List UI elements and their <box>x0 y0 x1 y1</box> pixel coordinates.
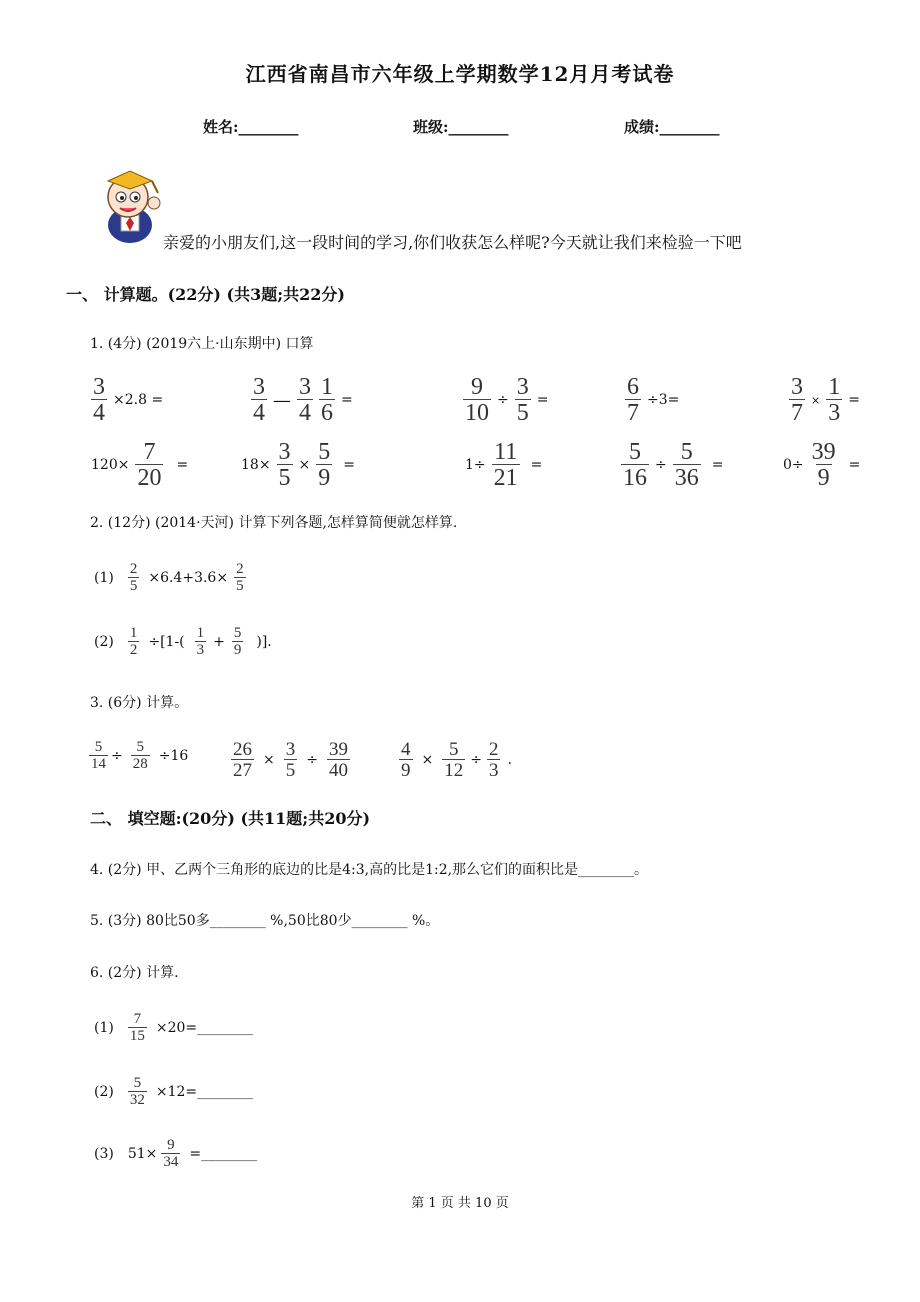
denominator: 40 <box>328 760 348 781</box>
question-1-heading: 1. (4分) (2019六上·山东期中) 口算 <box>90 336 314 352</box>
denominator: 5 <box>516 400 529 426</box>
numerator: 3 <box>791 374 803 400</box>
numerator: 6 <box>627 374 639 400</box>
expression-end: )]. <box>256 634 272 650</box>
question-3-heading: 3. (6分) 计算。 <box>90 695 189 711</box>
times-sign: × <box>421 752 434 768</box>
numerator: 7 <box>143 439 156 465</box>
expression-tail: . <box>507 752 512 768</box>
denominator: 9 <box>817 465 830 491</box>
q1-item-2 <box>248 375 356 425</box>
question-6-heading: 6. (2分) 计算. <box>90 965 179 981</box>
expression-middle: ÷[1-( <box>148 634 185 650</box>
equals-sign: = <box>343 457 356 473</box>
q1-item-3 <box>460 375 551 425</box>
mascot-icon <box>94 167 168 247</box>
divide-sign: ÷ <box>111 748 123 764</box>
denominator: 5 <box>129 578 138 594</box>
numerator: 5 <box>136 739 144 755</box>
denominator: 36 <box>674 465 699 491</box>
question-2-heading: 2. (12分) (2014·天河) 计算下列各题,怎样算简便就怎样算. <box>90 515 458 531</box>
q1-item-1 <box>88 375 166 425</box>
numerator: 11 <box>494 439 518 465</box>
equals-sign: = <box>530 457 543 473</box>
denominator: 12 <box>444 760 464 781</box>
score-field[interactable]: 成绩:________ <box>624 118 720 136</box>
minus-sign: — <box>273 389 291 411</box>
denominator: 32 <box>129 1092 145 1108</box>
numerator: 4 <box>401 739 411 760</box>
q6-part-2 <box>94 1076 253 1108</box>
q1-item-4 <box>622 375 682 425</box>
numerator: 1 <box>196 625 205 641</box>
equals-sign: = <box>536 392 549 408</box>
q1-item-10 <box>780 440 863 490</box>
denominator: 5 <box>278 465 291 491</box>
numerator: 39 <box>811 439 836 465</box>
denominator: 15 <box>129 1028 145 1044</box>
numerator: 5 <box>133 1075 142 1091</box>
q3-expression-2 <box>228 740 353 780</box>
part-label: (3) <box>94 1146 114 1162</box>
numerator: 3 <box>285 739 296 760</box>
times-sign: × <box>811 393 821 407</box>
part-label: (2) <box>94 1084 114 1100</box>
denominator: 7 <box>627 400 639 426</box>
denominator: 9 <box>401 760 411 781</box>
denominator: 6 <box>321 400 333 426</box>
q1-item-5 <box>786 375 863 425</box>
expression-tail: ÷16 <box>158 748 189 764</box>
numerator: 7 <box>133 1011 142 1027</box>
page-title: 江西省南昌市六年级上学期数学12月月考试卷 <box>245 62 675 86</box>
numerator: 5 <box>680 439 693 465</box>
divide-sign: ÷ <box>497 392 509 408</box>
denominator: 16 <box>623 465 647 491</box>
numerator: 5 <box>94 739 103 755</box>
greeting-text: 亲爱的小朋友们,这一段时间的学习,你们收获怎么样呢?今天就让我们来检验一下吧 <box>163 233 742 252</box>
expression-prefix: 120× <box>91 457 130 473</box>
numerator: 2 <box>129 561 138 577</box>
numerator: 5 <box>629 439 641 465</box>
expression-tail: ×20=________ <box>155 1020 254 1036</box>
expression-tail: ×2.8 = <box>113 392 164 408</box>
q2-part-2 <box>94 626 272 658</box>
expression-prefix: 0÷ <box>783 457 804 473</box>
denominator: 4 <box>93 400 105 426</box>
denominator: 3 <box>828 400 841 426</box>
denominator: 7 <box>791 400 803 426</box>
numerator: 3 <box>278 439 291 465</box>
times-sign: × <box>263 752 275 768</box>
question-4: 4. (2分) 甲、乙两个三角形的底边的比是4:3,高的比是1:2,那么它们的面积比是________。 <box>90 862 649 878</box>
divide-sign: ÷ <box>655 457 667 473</box>
part-label: (2) <box>94 634 114 650</box>
expression-middle: ×6.4+3.6× <box>148 570 229 586</box>
numerator: 39 <box>328 739 348 760</box>
q1-item-9 <box>618 440 726 490</box>
denominator: 9 <box>233 642 242 658</box>
section-1-heading: 一、 计算题。(22分) (共3题;共22分) <box>66 285 345 304</box>
expression-tail: ÷3= <box>647 392 680 408</box>
denominator: 21 <box>493 465 518 491</box>
denominator: 10 <box>465 400 489 426</box>
numerator: 2 <box>236 561 244 577</box>
expression-prefix: 1÷ <box>465 457 486 473</box>
numerator: 9 <box>471 374 483 400</box>
expression-prefix: 51× <box>127 1146 158 1162</box>
numerator: 2 <box>488 739 499 760</box>
denominator: 5 <box>285 760 296 781</box>
numerator: 26 <box>233 739 252 760</box>
numerator: 5 <box>448 739 459 760</box>
q3-expression-1 <box>86 740 188 772</box>
part-label: (1) <box>94 1020 114 1036</box>
equals-sign: = <box>341 392 353 408</box>
denominator: 14 <box>91 756 106 772</box>
q1-item-7 <box>238 440 358 490</box>
numerator: 3 <box>253 374 265 400</box>
denominator: 20 <box>137 465 162 491</box>
numerator: 1 <box>321 374 333 400</box>
numerator: 1 <box>828 374 841 400</box>
part-label: (1) <box>94 570 114 586</box>
q3-expression-3 <box>396 740 512 780</box>
equals-sign: = <box>176 457 189 473</box>
equals-sign: = <box>848 392 860 408</box>
denominator: 5 <box>236 578 244 594</box>
question-5: 5. (3分) 80比50多________ %,50比80少________ %。 <box>90 913 440 929</box>
numerator: 3 <box>516 374 529 400</box>
denominator: 4 <box>299 400 311 426</box>
numerator: 3 <box>93 374 105 400</box>
expression-tail: =________ <box>189 1146 258 1162</box>
q2-part-1 <box>94 562 249 594</box>
equals-sign: = <box>711 457 724 473</box>
section-2-heading: 二、 填空题:(20分) (共11题;共20分) <box>90 809 371 828</box>
denominator: 3 <box>196 642 205 658</box>
name-field[interactable]: 姓名:________ <box>203 118 299 136</box>
denominator: 28 <box>132 756 148 772</box>
denominator: 2 <box>129 642 138 658</box>
numerator: 9 <box>167 1137 175 1153</box>
numerator: 5 <box>233 625 242 641</box>
numerator: 3 <box>299 374 311 400</box>
q6-part-3 <box>94 1138 257 1170</box>
numerator: 1 <box>129 625 138 641</box>
denominator: 3 <box>488 760 499 781</box>
q1-item-8 <box>462 440 545 490</box>
divide-sign: ÷ <box>306 752 318 768</box>
denominator: 9 <box>318 465 331 491</box>
numerator: 5 <box>318 439 331 465</box>
page-footer: 第 1 页 共 10 页 <box>411 1196 509 1211</box>
q1-item-6 <box>88 440 191 490</box>
expression-prefix: 18× <box>241 457 271 473</box>
class-field[interactable]: 班级:________ <box>413 118 509 136</box>
q6-part-1 <box>94 1012 253 1044</box>
expression-tail: ×12=________ <box>155 1084 254 1100</box>
times-sign: × <box>298 457 311 473</box>
denominator: 4 <box>253 400 265 426</box>
plus-sign: + <box>213 634 225 650</box>
equals-sign: = <box>848 457 861 473</box>
denominator: 27 <box>233 760 252 781</box>
divide-sign: ÷ <box>470 752 482 768</box>
denominator: 34 <box>163 1154 179 1170</box>
